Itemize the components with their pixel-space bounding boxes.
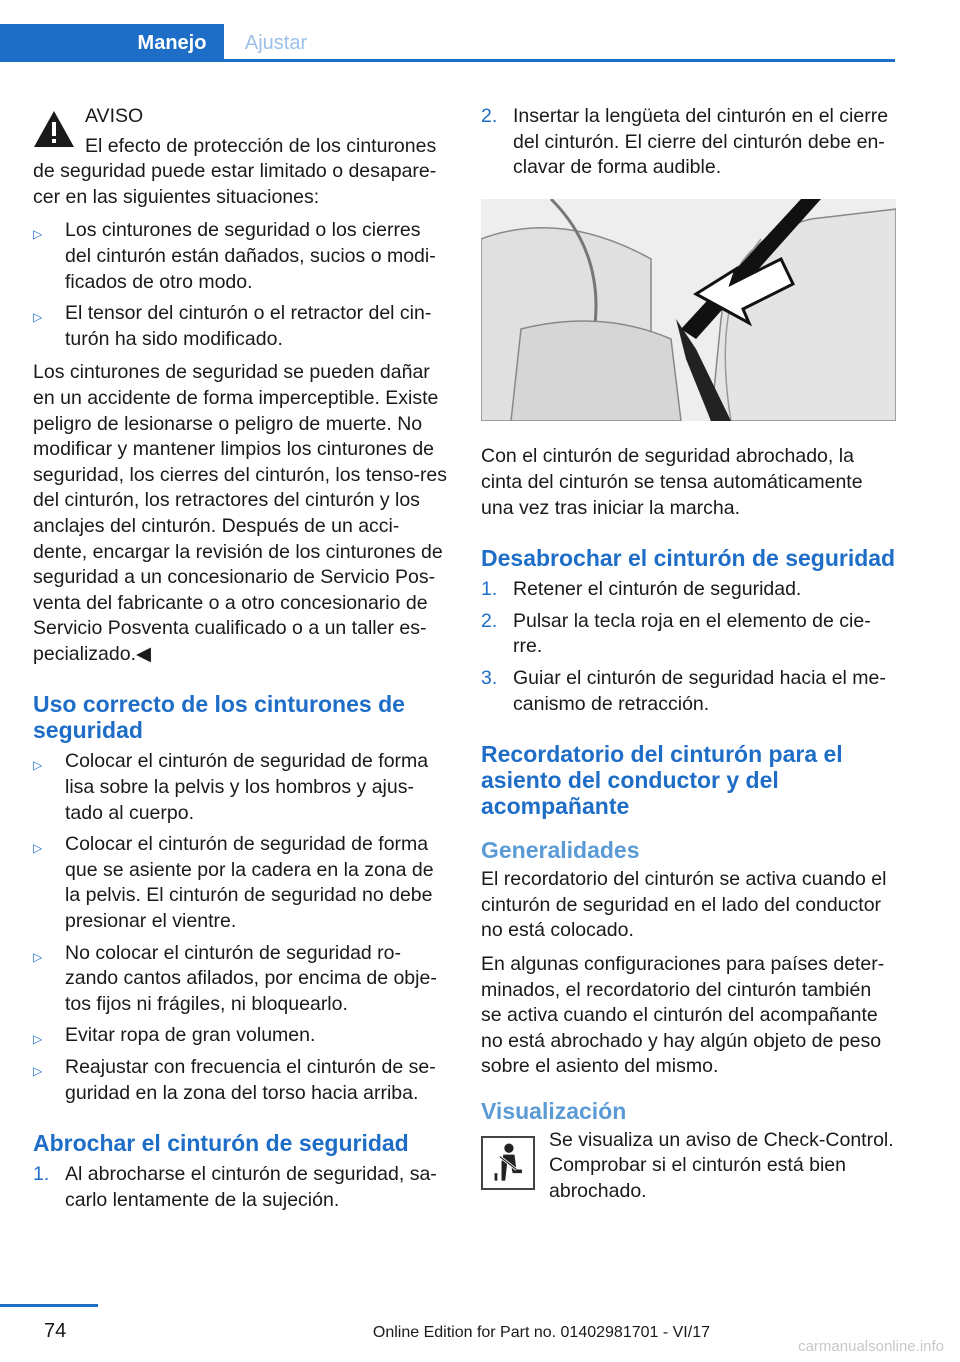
fasten-steps-continued [481, 104, 896, 181]
triangle-bullet-icon: ▷ [33, 1032, 43, 1047]
watermark: carmanualsonline.info [798, 1338, 944, 1355]
page-number: 74 [44, 1320, 67, 1342]
list-item: ▷ Evitar ropa de gran volumen. [33, 1023, 448, 1049]
step-item: 3. Guiar el cinturón de seguridad hacia el me‐canismo de retracción. [481, 666, 886, 715]
seatbelt-warning-icon [481, 1136, 535, 1190]
step-item: 1. Al abrocharse el cinturón de seguridad, sa‐carlo lentamente de la sujeción. [33, 1163, 437, 1211]
subheading-display: Visualización [481, 1097, 627, 1124]
header-tabs [0, 24, 895, 62]
step-item: 2. Pulsar la tecla roja en el elemento de cie‐rre. [481, 609, 871, 658]
list-item: ▷ Los cinturones de seguridad o los cierres del cinturón están dañados, sucios o modi‐ficados de otro modo. [33, 219, 436, 293]
header-rule [0, 59, 895, 62]
section-heading-unfasten: Desabrochar el cinturón de seguridad [481, 545, 896, 572]
list-item: ▷ El tensor del cinturón o el retractor del cin‐turón ha sido modificado. [33, 302, 432, 350]
triangle-bullet-icon: ▷ [33, 310, 43, 325]
general-paragraph-2: En algunas configuraciones para países deter‐minados, el recordatorio del cinturón también se activa cuando el cinturón del acompañante no está abrochado y hay algún objeto de peso sobre el asiento del mismo. [481, 952, 885, 1078]
after-image-text: Con el cinturón de seguridad abrochado, la cinta del cinturón se tensa automáticamente una vez tras iniciar la marcha. [481, 445, 863, 519]
left-column [33, 104, 448, 1221]
step-number: 1. [481, 578, 498, 601]
general-paragraph-1: El recordatorio del cinturón se activa cuando el cinturón de seguridad en el lado del conductor no está colocado. [481, 868, 887, 942]
list-item: ▷ Colocar el cinturón de seguridad de forma lisa sobre la pelvis y los hombros y ajus‐tado al cuerpo. [33, 750, 429, 824]
section-heading-reminder: Recordatorio del cinturón para el asiento del conductor y del acompañante [481, 741, 843, 820]
warning-icon [33, 110, 75, 148]
step-number: 1. [33, 1163, 50, 1186]
list-item: ▷ Reajustar con frecuencia el cinturón de se‐guridad en la zona del torso hacia arriba. [33, 1056, 436, 1104]
triangle-bullet-icon: ▷ [33, 758, 43, 773]
step-number: 2. [481, 105, 498, 127]
tab-lead-block [0, 24, 120, 62]
warning-list [33, 218, 448, 352]
step-number: 3. [481, 666, 498, 689]
tab-manejo[interactable]: Manejo [120, 24, 224, 62]
warning-title: AVISO [85, 105, 144, 127]
display-block [481, 1128, 896, 1205]
warning-intro: El efecto de protección de los cinturones de seguridad puede estar limitado o desapare‐cer en las siguientes situaciones: [33, 134, 437, 208]
step-item: 1. Retener el cinturón de seguridad. [481, 577, 896, 603]
step-item: 2. Insertar la lengüeta del cinturón en el cierre del cinturón. El cierre del cinturón debe en‐clavar de forma audible. [481, 105, 889, 179]
seatbelt-buckle-illustration [481, 199, 896, 421]
triangle-bullet-icon: ▷ [33, 949, 43, 964]
section-heading-fasten: Abrochar el cinturón de seguridad [33, 1130, 409, 1157]
unfasten-steps [481, 577, 896, 717]
warning-body: Los cinturones de seguridad se pueden dañar en un accidente de forma imperceptible. Existe peligro de lesionarse o peligro de muerte. No modificar y mantener limpios los cinturones de seguridad, los cierres del cinturón, los tenso‐res del cinturón, los retractores del cinturón y los anclajes del cinturón. Después de un acci‐dente, encargar la revisión de los cinturones de seguridad a un concesionario de Servicio Pos‐venta del fabricante o a otro concesionario de Servicio Posventa cualificado o a un taller es‐pecializado.◀ [33, 361, 448, 665]
fasten-steps [33, 1162, 448, 1213]
triangle-bullet-icon: ▷ [33, 841, 43, 856]
list-item: ▷ Colocar el cinturón de seguridad de forma que se asiente por la cadera en la zona de la pelvis. El cinturón de seguridad no debe presionar el vientre. [33, 833, 434, 933]
section-heading-correct-use: Uso correcto de los cinturones de seguridad [33, 691, 405, 744]
right-column [481, 104, 896, 1213]
display-text: Se visualiza un aviso de Check-Control. Comprobar si el cinturón está bien abrochado. [549, 1128, 894, 1203]
triangle-bullet-icon: ▷ [33, 227, 43, 242]
triangle-bullet-icon: ▷ [33, 1064, 43, 1078]
footer-rule [0, 1304, 98, 1307]
correct-use-list [33, 749, 448, 1106]
list-item: ▷ No colocar el cinturón de seguridad ro‐zando cantos afilados, por encima de obje‐tos fijos ni frágiles, ni bloquearlo. [33, 941, 437, 1015]
tab-ajustar[interactable]: Ajustar [244, 32, 308, 54]
edition-note: Online Edition for Part no. 01402981701 - VI/17 [372, 1324, 710, 1341]
subheading-general: Generalidades [481, 837, 640, 864]
warning-block [33, 104, 448, 667]
step-number: 2. [481, 609, 498, 632]
